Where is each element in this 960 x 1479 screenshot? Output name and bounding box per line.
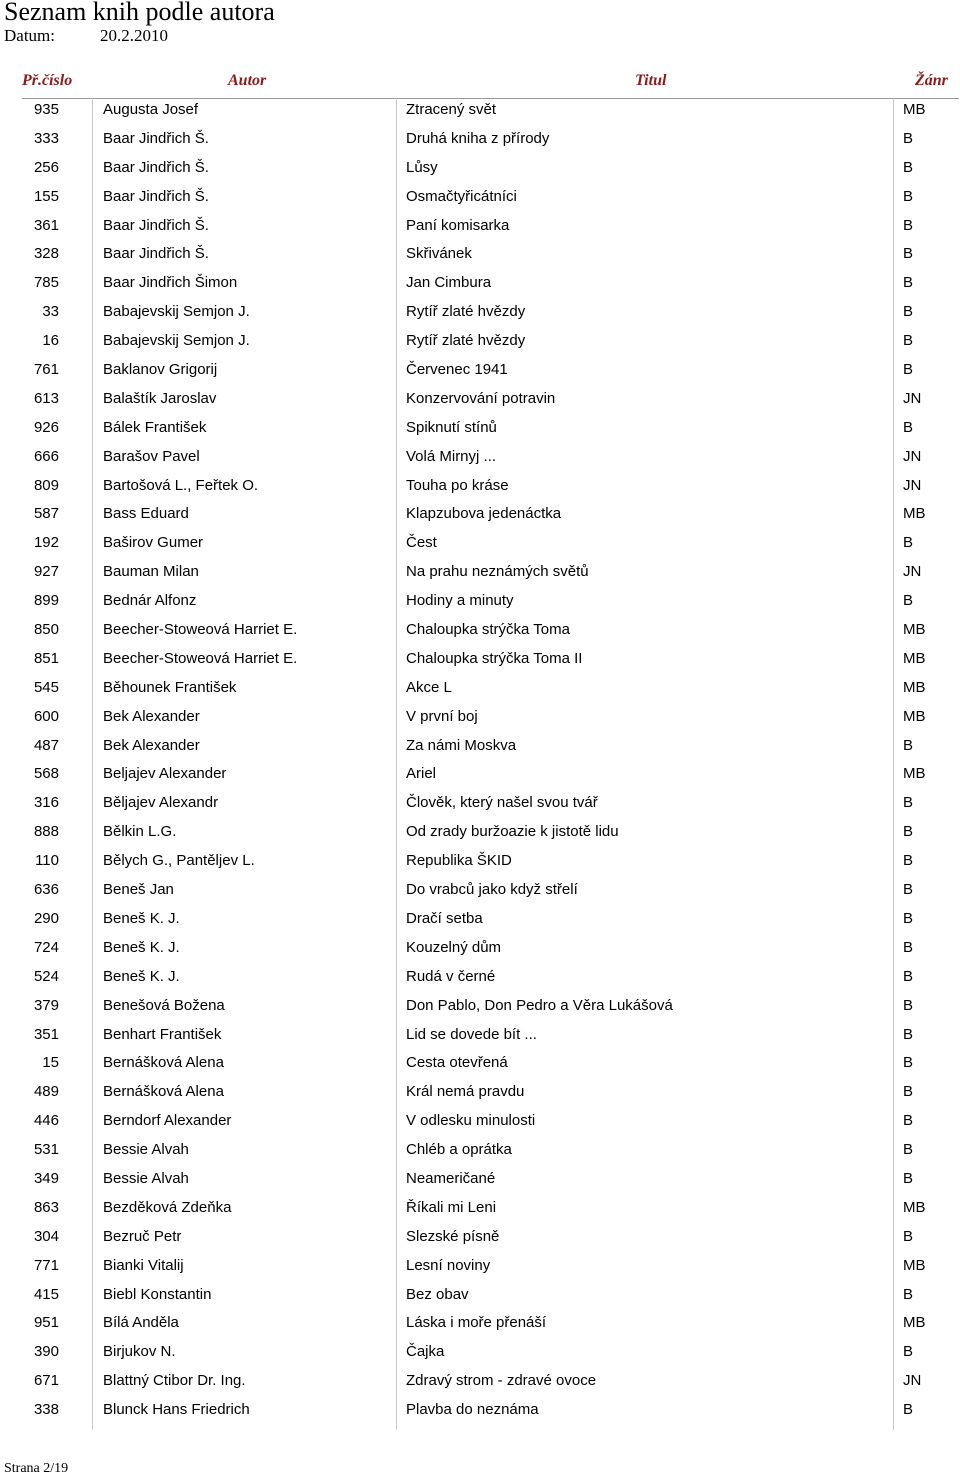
title-cell: Rudá v černé — [406, 967, 496, 985]
genre-cell: JN — [903, 447, 922, 465]
table-row — [0, 1338, 960, 1367]
table-row — [0, 385, 960, 414]
book-number: 489 — [33, 1083, 59, 1101]
title-cell: Zdravý strom - zdravé ovoce — [406, 1372, 597, 1390]
title-cell: Lůsy — [406, 158, 438, 176]
author-cell: Bianki Vitalij — [103, 1256, 184, 1274]
column-header-author: Autor — [228, 72, 267, 89]
table-row — [0, 1252, 960, 1281]
title-cell: Klapzubova jedenáctka — [406, 505, 562, 523]
table-row — [0, 1049, 960, 1078]
title-cell: Za námi Moskva — [406, 736, 517, 754]
title-cell: Hodiny a minuty — [406, 592, 514, 610]
author-cell: Bass Eduard — [103, 505, 189, 523]
title-cell: Rytíř zlaté hvězdy — [406, 332, 526, 350]
date-line — [4, 26, 168, 46]
author-cell: Blattný Ctibor Dr. Ing. — [103, 1372, 246, 1390]
title-cell: Republika ŠKID — [406, 852, 512, 870]
table-row — [0, 616, 960, 645]
author-cell: Bauman Milan — [103, 563, 199, 581]
title-cell: Paní komisarka — [406, 216, 510, 234]
genre-cell: B — [903, 418, 914, 436]
report-title: Seznam knih podle autora — [4, 0, 275, 26]
author-cell: Běljajev Alexandr — [103, 794, 219, 812]
author-cell: Beecher-Stoweová Harriet E. — [103, 649, 298, 667]
book-number: 328 — [33, 245, 59, 263]
book-number: 568 — [33, 765, 59, 783]
table-row — [0, 154, 960, 183]
title-cell: Ztracený svět — [406, 101, 497, 118]
title-cell: Na prahu neznámých světů — [406, 563, 589, 581]
genre-cell: JN — [903, 389, 922, 407]
author-cell: Beecher-Stoweová Harriet E. — [103, 621, 298, 639]
genre-cell: JN — [903, 1372, 922, 1390]
author-cell: Baar Jindřich Š. — [103, 187, 209, 205]
book-number: 15 — [42, 1054, 59, 1072]
title-cell: Chaloupka strýčka Toma II — [406, 649, 583, 667]
genre-cell: B — [903, 1401, 914, 1419]
genre-cell: B — [903, 996, 914, 1014]
book-number: 935 — [33, 101, 59, 118]
title-cell: Král nemá pravdu — [406, 1083, 525, 1101]
title-cell: Plavba do neznáma — [406, 1401, 539, 1419]
table-row — [0, 212, 960, 241]
table-row — [0, 905, 960, 934]
title-cell: Člověk, který našel svou tvář — [406, 794, 598, 812]
table-row — [0, 674, 960, 703]
table-row — [0, 1021, 960, 1050]
book-number: 761 — [33, 361, 59, 379]
title-cell: Druhá kniha z přírody — [406, 129, 550, 147]
title-cell: Lesní noviny — [406, 1256, 491, 1274]
genre-cell: B — [903, 187, 914, 205]
book-number: 192 — [33, 534, 59, 552]
table-row — [0, 472, 960, 501]
author-cell: Bek Alexander — [103, 736, 200, 754]
author-cell: Běhounek František — [103, 678, 237, 696]
author-cell: Benhart František — [103, 1025, 222, 1043]
genre-cell: B — [903, 129, 914, 147]
genre-cell: B — [903, 1025, 914, 1043]
author-cell: Barašov Pavel — [103, 447, 200, 465]
title-cell: Spiknutí stínů — [406, 418, 497, 436]
table-row — [0, 1309, 960, 1338]
date-value: 20.2.2010 — [100, 26, 168, 45]
table-row — [0, 789, 960, 818]
title-cell: Touha po kráse — [406, 476, 509, 494]
book-number: 927 — [33, 563, 59, 581]
genre-cell: B — [903, 1343, 914, 1361]
author-cell: Beneš K. J. — [103, 909, 180, 927]
title-cell: Chaloupka strýčka Toma — [406, 621, 570, 639]
table-row — [0, 760, 960, 789]
book-number: 809 — [33, 476, 59, 494]
author-cell: Baar Jindřich Š. — [103, 129, 209, 147]
table-row — [0, 732, 960, 761]
table-row — [0, 876, 960, 905]
table-row — [0, 1396, 960, 1425]
table-row — [0, 1165, 960, 1194]
book-number: 33 — [42, 303, 59, 321]
author-cell: Bessie Alvah — [103, 1141, 189, 1159]
book-number: 290 — [33, 909, 59, 927]
author-cell: Beneš K. J. — [103, 938, 180, 956]
book-number: 771 — [33, 1256, 59, 1274]
title-cell: Láska i moře přenáší — [406, 1314, 547, 1332]
genre-cell: B — [903, 938, 914, 956]
book-number: 390 — [33, 1343, 59, 1361]
table-row — [0, 703, 960, 732]
author-cell: Biebl Konstantin — [103, 1285, 212, 1303]
table-row — [0, 125, 960, 154]
table-row — [0, 1281, 960, 1310]
genre-cell: B — [903, 909, 914, 927]
book-number: 531 — [33, 1141, 59, 1159]
date-label: Datum: — [4, 26, 55, 45]
author-cell: Bernášková Alena — [103, 1054, 224, 1072]
book-number: 851 — [33, 649, 59, 667]
author-cell: Bělych G., Pantělјev L. — [103, 852, 255, 870]
genre-cell: B — [903, 361, 914, 379]
author-cell: Baar Jindřich Š. — [103, 216, 209, 234]
genre-cell: B — [903, 274, 914, 292]
author-cell: Baširov Gumer — [103, 534, 204, 552]
genre-cell: B — [903, 158, 914, 176]
table-row — [0, 529, 960, 558]
title-cell: Lid se dovede bít ... — [406, 1025, 537, 1043]
table-row — [0, 963, 960, 992]
book-number: 446 — [33, 1112, 59, 1130]
table-row — [0, 356, 960, 385]
genre-cell: B — [903, 1141, 914, 1159]
book-number: 666 — [33, 447, 59, 465]
table-row — [0, 934, 960, 963]
genre-cell: B — [903, 534, 914, 552]
author-cell: Bezruč Petr — [103, 1227, 182, 1245]
book-number: 724 — [33, 938, 59, 956]
title-cell: Ariel — [406, 765, 437, 783]
table-row — [0, 414, 960, 443]
title-cell: Chléb a oprátka — [406, 1141, 512, 1159]
book-number: 671 — [33, 1372, 59, 1390]
table-row — [0, 847, 960, 876]
genre-cell: MB — [903, 621, 926, 639]
author-cell: Blunck Hans Friedrich — [103, 1401, 250, 1419]
title-cell: Bez obav — [406, 1285, 469, 1303]
author-cell: Bernášková Alena — [103, 1083, 224, 1101]
genre-cell: B — [903, 1285, 914, 1303]
column-header-title: Titul — [635, 72, 667, 89]
author-cell: Beneš K. J. — [103, 967, 180, 985]
genre-cell: MB — [903, 101, 926, 118]
title-cell: Konzervování potravin — [406, 389, 556, 407]
table-row — [0, 645, 960, 674]
genre-cell: B — [903, 852, 914, 870]
title-cell: Kouzelný dům — [406, 938, 502, 956]
book-number: 899 — [33, 592, 59, 610]
genre-cell: MB — [903, 765, 926, 783]
table-row — [0, 1223, 960, 1252]
genre-cell: MB — [903, 505, 926, 523]
book-number: 587 — [33, 505, 59, 523]
title-cell: Čest — [406, 534, 437, 552]
author-cell: Bezděková Zdeňka — [103, 1198, 232, 1216]
book-number: 379 — [33, 996, 59, 1014]
table-row — [0, 992, 960, 1021]
book-number: 850 — [33, 621, 59, 639]
genre-cell: B — [903, 245, 914, 263]
title-cell: Cesta otevřená — [406, 1054, 508, 1072]
genre-cell: B — [903, 1112, 914, 1130]
title-cell: Don Pablo, Don Pedro a Věra Lukášová — [406, 996, 673, 1014]
book-number: 333 — [33, 129, 59, 147]
title-cell: Do vrabců jako když střelí — [406, 881, 578, 899]
title-cell: Říkali mi Leni — [406, 1198, 497, 1216]
book-number: 636 — [33, 881, 59, 899]
book-number: 338 — [33, 1401, 59, 1419]
book-number: 351 — [33, 1025, 59, 1043]
column-header-number: Př.číslo — [22, 72, 73, 89]
book-table — [0, 96, 960, 1425]
table-row — [0, 327, 960, 356]
title-cell: Volá Mirnyj ... — [406, 447, 497, 465]
book-number: 545 — [33, 678, 59, 696]
book-number: 785 — [33, 274, 59, 292]
book-number: 155 — [33, 187, 59, 205]
genre-cell: B — [903, 736, 914, 754]
table-row — [0, 1194, 960, 1223]
genre-cell: MB — [903, 649, 926, 667]
table-row — [0, 240, 960, 269]
book-number: 110 — [35, 852, 59, 870]
page-number: Strana 2/19 — [4, 1461, 69, 1476]
title-cell: Rytíř zlaté hvězdy — [406, 303, 526, 321]
genre-cell: B — [903, 881, 914, 899]
table-row — [0, 183, 960, 212]
table-row — [0, 1078, 960, 1107]
genre-cell: B — [903, 216, 914, 234]
genre-cell: B — [903, 1054, 914, 1072]
author-cell: Augusta Josef — [103, 101, 199, 118]
genre-cell: B — [903, 1083, 914, 1101]
table-row — [0, 1367, 960, 1396]
title-cell: Dračí setba — [406, 909, 483, 927]
genre-cell: B — [903, 794, 914, 812]
author-cell: Beneš Jan — [103, 881, 174, 899]
genre-cell: B — [903, 303, 914, 321]
title-cell: V odlesku minulosti — [406, 1112, 536, 1130]
author-cell: Beljajev Alexander — [103, 765, 227, 783]
genre-cell: B — [903, 823, 914, 841]
book-number: 600 — [33, 707, 59, 725]
author-cell: Bessie Alvah — [103, 1169, 189, 1187]
genre-cell: JN — [903, 476, 922, 494]
genre-cell: B — [903, 1227, 914, 1245]
book-number: 487 — [33, 736, 59, 754]
title-cell: Akce L — [406, 678, 452, 696]
genre-cell: B — [903, 1169, 914, 1187]
author-cell: Birjukov N. — [103, 1343, 176, 1361]
book-number: 304 — [33, 1227, 59, 1245]
table-row — [0, 1136, 960, 1165]
table-row — [0, 500, 960, 529]
genre-cell: MB — [903, 1256, 926, 1274]
book-number: 16 — [42, 332, 59, 350]
title-cell: V první boj — [406, 707, 478, 725]
book-number: 361 — [33, 216, 59, 234]
author-cell: Berndorf Alexander — [103, 1112, 232, 1130]
author-cell: Baar Jindřich Šimon — [103, 274, 238, 292]
table-row — [0, 1107, 960, 1136]
book-number: 256 — [33, 158, 59, 176]
author-cell: Bálek František — [103, 418, 207, 436]
table-row — [0, 298, 960, 327]
genre-cell: MB — [903, 1314, 926, 1332]
table-row — [0, 96, 960, 125]
title-cell: Slezské písně — [406, 1227, 500, 1245]
author-cell: Bílá Anděla — [103, 1314, 179, 1332]
author-cell: Bednár Alfonz — [103, 592, 197, 610]
author-cell: Baklanov Grigorij — [103, 361, 218, 379]
table-row — [0, 443, 960, 472]
author-cell: Bělkin L.G. — [103, 823, 177, 841]
author-cell: Babajevskij Semjon J. — [103, 303, 250, 321]
book-number: 524 — [33, 967, 59, 985]
genre-cell: MB — [903, 1198, 926, 1216]
genre-cell: MB — [903, 707, 926, 725]
title-cell: Od zrady buržoazie k jistotě lidu — [406, 823, 619, 841]
title-cell: Červenec 1941 — [406, 361, 508, 379]
title-cell: Jan Cimbura — [406, 274, 492, 292]
book-number: 415 — [33, 1285, 59, 1303]
table-row — [0, 558, 960, 587]
book-number: 349 — [33, 1169, 59, 1187]
book-number: 888 — [33, 823, 59, 841]
book-number: 316 — [33, 794, 59, 812]
book-number: 613 — [33, 389, 59, 407]
genre-cell: B — [903, 332, 914, 350]
genre-cell: B — [903, 592, 914, 610]
author-cell: Bek Alexander — [103, 707, 200, 725]
author-cell: Bartošová L., Feřtek O. — [103, 476, 259, 494]
genre-cell: MB — [903, 678, 926, 696]
book-number: 926 — [33, 418, 59, 436]
table-row — [0, 269, 960, 298]
author-cell: Benešová Božena — [103, 996, 225, 1014]
author-cell: Balaštík Jaroslav — [103, 389, 217, 407]
table-row — [0, 587, 960, 616]
title-cell: Čajka — [406, 1343, 445, 1361]
title-cell: Neameričané — [406, 1169, 496, 1187]
title-cell: Osmačtyřicátníci — [406, 187, 517, 205]
genre-cell: JN — [903, 563, 922, 581]
column-header-genre: Žánr — [915, 72, 948, 89]
title-cell: Skřivánek — [406, 245, 472, 263]
author-cell: Baar Jindřich Š. — [103, 158, 209, 176]
author-cell: Babajevskij Semjon J. — [103, 332, 250, 350]
genre-cell: B — [903, 967, 914, 985]
book-number: 863 — [33, 1198, 59, 1216]
table-row — [0, 818, 960, 847]
book-number: 951 — [33, 1314, 59, 1332]
author-cell: Baar Jindřich Š. — [103, 245, 209, 263]
